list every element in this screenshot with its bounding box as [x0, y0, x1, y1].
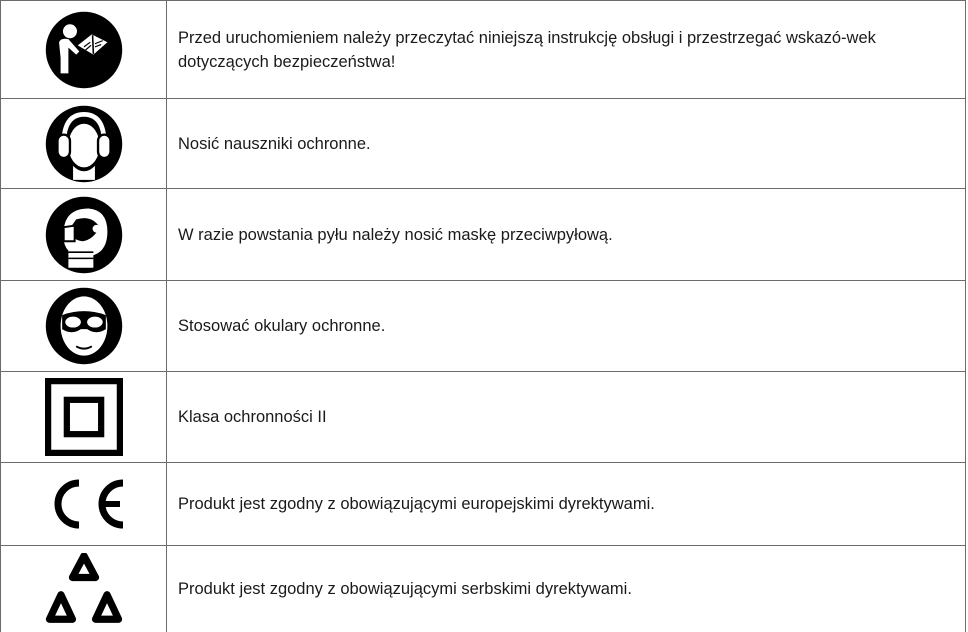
table-row: [1, 280, 965, 371]
description-text: Stosować okulary ochronne.: [178, 317, 386, 335]
icon-cell: [1, 281, 167, 371]
icon-cell: [1, 463, 167, 545]
ce-mark-icon: [41, 479, 127, 529]
icon-cell: [1, 546, 167, 632]
description-cell: [167, 281, 965, 371]
protection-class-ii-icon: [45, 378, 123, 456]
icon-cell: [1, 189, 167, 280]
serbian-conformity-mark-icon: [40, 553, 128, 625]
read-manual-icon: [45, 11, 123, 89]
description-cell: [167, 546, 965, 632]
table-row: [1, 462, 965, 545]
description-cell: [167, 463, 965, 545]
description-cell: [167, 1, 965, 98]
table-row: [1, 371, 965, 462]
description-text: Klasa ochronności II: [178, 408, 327, 426]
ear-protection-icon: [45, 105, 123, 183]
dust-mask-icon: [45, 196, 123, 274]
description-text: Przed uruchomieniem należy przeczytać niniejszą instrukcję obsługi i przestrzegać wskazó-wek dotyczących bezpieczeństwa!: [178, 28, 876, 71]
icon-cell: [1, 99, 167, 188]
icon-cell: [1, 372, 167, 462]
table-row: [1, 188, 965, 280]
description-cell: [167, 189, 965, 280]
icon-cell: [1, 1, 167, 98]
description-cell: [167, 99, 965, 188]
table-row: [1, 98, 965, 188]
description-cell: [167, 372, 965, 462]
table-row: [1, 545, 965, 632]
description-text: Produkt jest zgodny z obowiązującymi europejskimi dyrektywami.: [178, 495, 655, 513]
safety-goggles-icon: [45, 287, 123, 365]
table-row: [1, 0, 965, 98]
description-text: Produkt jest zgodny z obowiązującymi serbskimi dyrektywami.: [178, 580, 632, 598]
description-text: Nosić nauszniki ochronne.: [178, 134, 371, 153]
description-text: W razie powstania pyłu należy nosić maskę przeciwpyłową.: [178, 225, 613, 244]
